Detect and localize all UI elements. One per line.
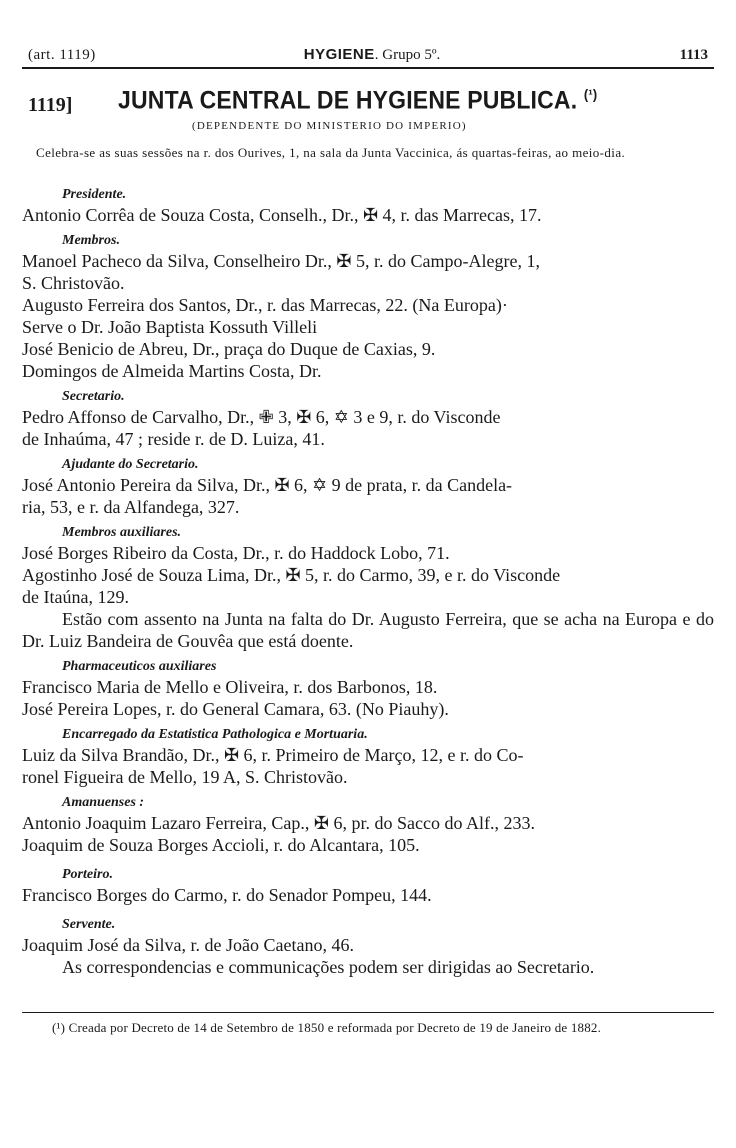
entry-continuation: de Itaúna, 129. xyxy=(22,587,129,607)
entry-line: Pedro Affonso de Carvalho, Dr., ✙ 3, ✠ 6, ✡ 3 e 9, r. do Visconde xyxy=(22,407,501,427)
section-label-estatistica: Encarregado da Estatistica Pathologica e Mortuaria. xyxy=(62,727,368,742)
entry-line: Luiz da Silva Brandão, Dr., ✠ 6, r. Primeiro de Março, 12, e r. do Co- xyxy=(22,745,524,765)
entry-continuation: Serve o Dr. João Baptista Kossuth Villeli xyxy=(22,317,318,337)
entry-line: Manoel Pacheco da Silva, Conselheiro Dr., ✠ 5, r. do Campo-Alegre, 1, xyxy=(22,251,540,271)
entry-servente: Joaquim José da Silva, r. de João Caetano, 46. xyxy=(22,935,354,955)
document-page xyxy=(22,0,714,1148)
header-group: . Grupo 5º. xyxy=(374,47,441,63)
section-label-servente: Servente. xyxy=(62,917,116,932)
entry-continuation: S. Christovão. xyxy=(22,273,125,293)
auxiliares-note: Estão com assento na Junta na falta do Dr. Augusto Ferreira, que se acha na Europa e do Dr. Luiz Bandeira de Gouvêa que está doente. xyxy=(22,609,714,651)
heading-footnote-mark: (¹) xyxy=(583,86,598,102)
article-number: 1119] xyxy=(28,94,73,116)
entry-membro-2 xyxy=(22,294,714,338)
section-label-presidente: Presidente. xyxy=(62,187,127,202)
header-title: HYGIENE xyxy=(303,46,375,63)
section-label-secretario: Secretario. xyxy=(62,389,125,404)
section-label-porteiro: Porteiro. xyxy=(62,867,113,882)
header-article-ref: (art. 1119) xyxy=(28,47,96,63)
entry-ajudante xyxy=(22,474,714,518)
entry-line: José Antonio Pereira da Silva, Dr., ✠ 6, ✡ 9 de prata, r. da Candela- xyxy=(22,475,513,495)
intro-paragraph: Celebra-se as suas sessões na r. dos Ourives, 1, na sala da Junta Vaccinica, ás quartas-feiras, ao meio-dia. xyxy=(36,145,626,160)
entry-membro-4: Domingos de Almeida Martins Costa, Dr. xyxy=(22,361,322,381)
entry-line: Agostinho José de Souza Lima, Dr., ✠ 5, r. do Carmo, 39, e r. do Visconde xyxy=(22,565,561,585)
page-number: 1113 xyxy=(679,47,708,63)
heading-title-line xyxy=(118,86,596,115)
footnote-rule xyxy=(22,1012,714,1013)
heading-title: JUNTA CENTRAL DE HYGIENE PUBLICA. xyxy=(118,86,578,115)
entry-presidente: Antonio Corrêa de Souza Costa, Conselh., Dr., ✠ 4, r. das Marrecas, 17. xyxy=(22,205,542,225)
entry-amanuense-1: Antonio Joaquim Lazaro Ferreira, Cap., ✠ 6, pr. do Sacco do Alf., 233. xyxy=(22,813,535,833)
entry-membro-1 xyxy=(22,250,714,294)
entry-porteiro: Francisco Borges do Carmo, r. do Senador Pompeu, 144. xyxy=(22,885,432,905)
entry-auxiliar-1: José Borges Ribeiro da Costa, Dr., r. do Haddock Lobo, 71. xyxy=(22,543,450,563)
closing-paragraph: As correspondencias e communicações podem ser dirigidas ao Secretario. xyxy=(62,957,595,977)
entry-auxiliar-2 xyxy=(22,564,714,608)
entry-continuation: ronel Figueira de Mello, 19 A, S. Christovão. xyxy=(22,767,348,787)
entry-membro-3: José Benicio de Abreu, Dr., praça do Duque de Caxias, 9. xyxy=(22,339,436,359)
section-label-pharmaceuticos: Pharmaceuticos auxiliares xyxy=(62,659,217,674)
entry-secretario xyxy=(22,406,714,450)
entry-pharmaceutico-1: Francisco Maria de Mello e Oliveira, r. dos Barbonos, 18. xyxy=(22,677,438,697)
section-label-amanuenses: Amanuenses : xyxy=(62,795,145,810)
header-center xyxy=(262,44,482,66)
entry-amanuense-2: Joaquim de Souza Borges Accioli, r. do Alcantara, 105. xyxy=(22,835,420,855)
entry-pharmaceutico-2: José Pereira Lopes, r. do General Camara, 63. (No Piauhy). xyxy=(22,699,449,719)
section-label-membros: Membros. xyxy=(62,233,120,248)
directory-body xyxy=(22,180,714,978)
running-header xyxy=(22,44,714,66)
section-label-auxiliares: Membros auxiliares. xyxy=(62,525,182,540)
heading-subtitle: (DEPENDENTE DO MINISTERIO DO IMPERIO) xyxy=(192,120,467,132)
entry-estatistica xyxy=(22,744,714,788)
section-label-ajudante: Ajudante do Secretario. xyxy=(62,457,199,472)
header-rule xyxy=(22,67,714,69)
entry-line: Augusto Ferreira dos Santos, Dr., r. das Marrecas, 22. (Na Europa)· xyxy=(22,295,508,315)
entry-continuation: ria, 53, e r. da Alfandega, 327. xyxy=(22,497,240,517)
entry-continuation: de Inhaúma, 47 ; reside r. de D. Luiza, 41. xyxy=(22,429,325,449)
footnote: (¹) Creada por Decreto de 14 de Setembro de 1850 e reformada por Decreto de 19 de Janeiro de 1882. xyxy=(52,1020,602,1035)
